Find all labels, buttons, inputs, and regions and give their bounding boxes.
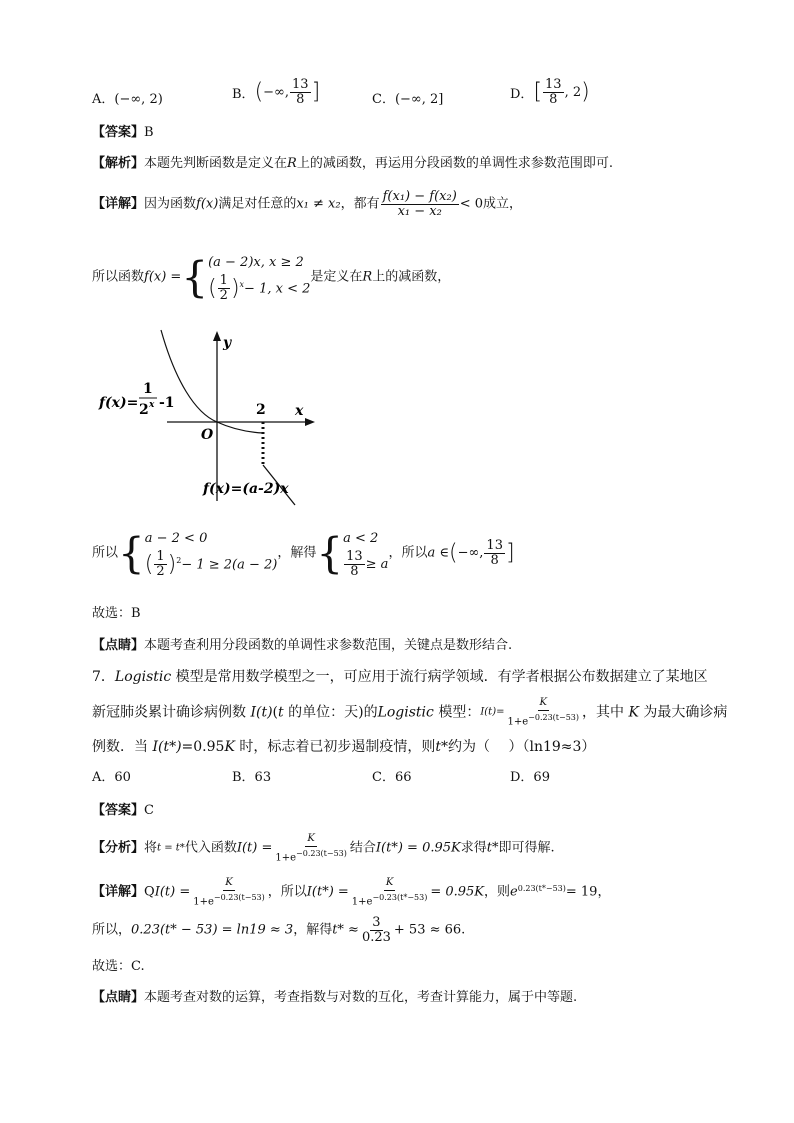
answer-tag: 【答案】 — [92, 125, 145, 140]
q7-option-c: C．66 — [372, 770, 412, 785]
answer-value: C — [144, 803, 154, 818]
left-fn-prefix: f(x)= — [99, 395, 139, 411]
q7-choose-line: 故选：C. — [92, 959, 145, 974]
analysis-line: 【解析】本题先判断函数是定义在R上的减函数，再运用分段函数的单调性求参数范围即可. — [92, 156, 613, 171]
curve-left — [161, 330, 263, 433]
q7-option-a: A．60 — [92, 770, 131, 785]
y-axis-arrow — [213, 331, 221, 341]
option-a: A．(−∞, 2) — [92, 92, 163, 107]
piecewise-line: 所以函数f(x) ={(a − 2)x, x ≥ 2 ( $\frac{1}{2}$ )$^x$− 1, x < 2是定义在R上的减函数， — [92, 252, 451, 304]
comment-tag: 【点睛】 — [92, 638, 145, 653]
model-fraction: $\frac{K}{1+e^{-0.23(t-53)}}$ — [507, 697, 580, 728]
q7-detail-line: 【详解】QI(t) = $\frac{K}{1+e^{-0.23(t-53)}}$ ，所以I(t*) = $\frac{K}{1+e^{-0.23(t*-53)}}$ = 0.95K，则$e^{0.23(t*-53)}= 19$， — [92, 877, 611, 908]
option-a-value: (−∞, 2) — [114, 92, 163, 107]
q7-option-b: B．63 — [232, 770, 272, 785]
answer-line — [92, 124, 154, 142]
option-b: B．(−∞, $\frac{13}{8}$ ] — [232, 77, 321, 107]
right-fn-label: f(x)=(a-2)x — [203, 481, 289, 497]
comment-line: 【点睛】本题考查利用分段函数的单调性求参数范围，关键点是数形结合. — [92, 638, 513, 653]
q7-stem-line-3: 例数．当 I(t*)=0.95K 时，标志着已初步遏制疫情，则t*约为（ ）（ln19≈3） — [92, 739, 596, 755]
piecewise-system: (a − 2)x, x ≥ 2 ( $\frac{1}{2}$ )$^x$− 1, x < 2 — [208, 255, 311, 304]
fraction: $\frac{\text{f(x₁) − f(x₂)}}{\text{x₁ − x₂}}$ — [382, 189, 457, 219]
fraction: $\frac{13}{8}$ — [292, 77, 309, 107]
q7-stem-line-2: 新冠肺炎累计确诊病例数 I(t)(t 的单位：天)的Logistic 模型：I(t)= $\frac{K}{1+e^{-0.23(t-53)}}$ ，其中 K 为最大确诊病 — [92, 697, 728, 728]
y-label: y — [223, 335, 232, 351]
choose-line: 故选：B — [92, 606, 141, 621]
analysis-tag: 【解析】 — [92, 156, 145, 171]
left-fn-suffix: -1 — [159, 395, 175, 411]
left-fn-den: 2 — [139, 402, 149, 418]
origin-label: O — [201, 427, 214, 443]
fraction: $\frac{13}{8}$ — [545, 77, 562, 107]
function-graph — [95, 325, 335, 515]
comment-tag: 【点睛】 — [92, 990, 145, 1005]
analysis-tag: 【分析】 — [92, 840, 145, 856]
inequality-system-1: a − 2 < 0 ( $\frac{1}{2}$ )$^2$− 1 ≥ 2(a − 2) — [144, 531, 278, 580]
q7-analysis-line: 【分析】将t = t*代入函数I(t) = $\frac{K}{1+e^{-0.23(t-53)}}$ 结合I(t*) = 0.95K求得t*即可得解. — [92, 833, 555, 864]
system-line: 所以{a − 2 < 0 ( $\frac{1}{2}$ )$^2$− 1 ≥ 2(a − 2)，解得{a < 2 $\frac{13}{8}$ ≥ a，所以a ∈(−∞, $\frac{13}{8}$ ] — [92, 528, 515, 580]
q7-stem-line-1: 7．Logistic 模型是常用数学模型之一，可应用于流行病学领域．有学者根据公布数据建立了某地区 — [92, 669, 708, 685]
answer-value: B — [144, 125, 154, 140]
option-d: D．[ $\frac{13}{8}$ , 2) — [510, 77, 590, 107]
q7-answer-line — [92, 802, 154, 820]
q7-comment-line: 【点睛】本题考查对数的运算，考查指数与对数的互化，考查计算能力，属于中等题. — [92, 990, 578, 1005]
option-c: C．(−∞, 2] — [372, 92, 444, 107]
q7-option-d: D．69 — [510, 770, 550, 785]
inequality-system-2: a < 2 $\frac{13}{8}$ ≥ a — [343, 531, 389, 580]
q7-conclusion-line: 所以，0.23(t* − 53) = ln19 ≈ 3，解得t* ≈ $\frac{3}{0.23}$ + 53 ≈ 66. — [92, 915, 466, 945]
answer-tag: 【答案】 — [92, 803, 145, 818]
detail-line: 【详解】因为函数f(x)满足对任意的x₁ ≠ x₂，都有 $\frac{\text{f(x₁) − f(x₂)}}{\text{x₁ − x₂}}$ < 0成立， — [92, 189, 523, 219]
x-label: x — [295, 403, 304, 419]
tick-2-label: 2 — [256, 402, 266, 418]
option-c-value: (−∞, 2] — [394, 92, 444, 107]
left-fn-exp: x — [149, 400, 155, 410]
x-axis-arrow — [305, 418, 315, 426]
detail-tag: 【详解】 — [92, 196, 145, 212]
left-fn-num: 1 — [143, 381, 153, 397]
detail-tag: 【详解】 — [92, 884, 145, 900]
